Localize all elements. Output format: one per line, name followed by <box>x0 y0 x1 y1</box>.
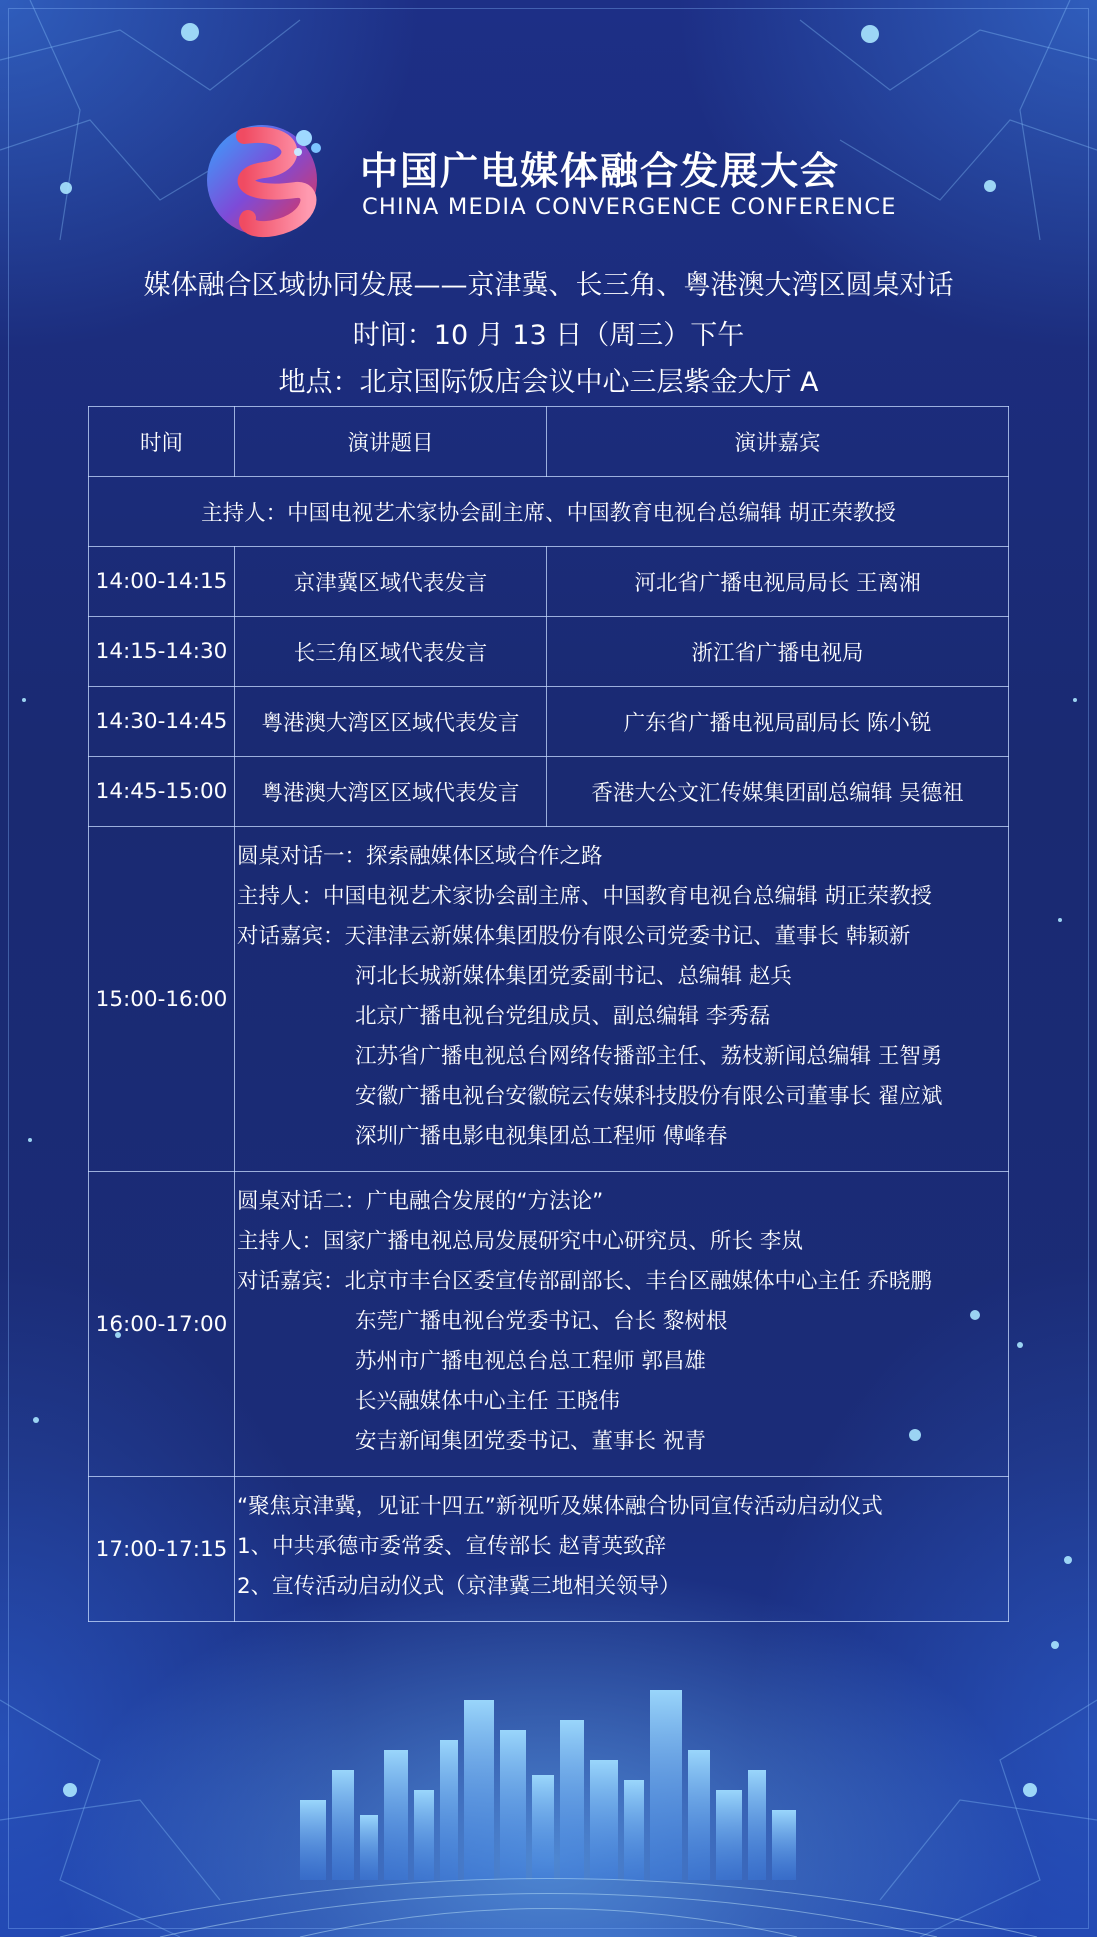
roundtable-1-guest-lead: 对话嘉宾：天津津云新媒体集团股份有限公司党委书记、董事长 韩颖新 <box>237 924 911 949</box>
row-speaker: 浙江省广播电视局 <box>547 617 1009 687</box>
roundtable-2-guest: 安吉新闻集团党委书记、董事长 祝青 <box>355 1429 706 1454</box>
session-venue: 地点：北京国际饭店会议中心三层紫金大厅 A <box>278 367 819 398</box>
host-cell: 主持人：中国电视艺术家协会副主席、中国教育电视台总编辑 胡正荣教授 <box>89 477 1009 547</box>
row-speaker: 香港大公文汇传媒集团副总编辑 吴德祖 <box>547 757 1009 827</box>
session-topic: 媒体融合区域协同发展——京津冀、长三角、粤港澳大湾区圆桌对话 <box>143 270 954 301</box>
roundtable-2-host: 主持人：国家广播电视总局发展研究中心研究员、所长 李岚 <box>237 1229 803 1254</box>
row-speaker: 河北省广播电视局局长 王离湘 <box>547 547 1009 617</box>
row-time: 14:45-15:00 <box>89 757 235 827</box>
row-topic: 粤港澳大湾区区域代表发言 <box>235 757 547 827</box>
roundtable-2-time: 16:00-17:00 <box>89 1172 235 1477</box>
row-topic: 粤港澳大湾区区域代表发言 <box>235 687 547 757</box>
roundtable-2-row <box>89 1172 1009 1477</box>
column-header-speaker: 演讲嘉宾 <box>547 407 1009 477</box>
roundtable-1-host: 主持人：中国电视艺术家协会副主席、中国教育电视台总编辑 胡正荣教授 <box>237 884 932 909</box>
row-topic: 京津冀区域代表发言 <box>235 547 547 617</box>
conference-title-en: CHINA MEDIA CONVERGENCE CONFERENCE <box>362 194 897 220</box>
roundtable-1-guest: 安徽广播电视台安徽皖云传媒科技股份有限公司董事长 翟应斌 <box>355 1084 943 1109</box>
city-skyline-graphic <box>0 1680 1097 1937</box>
ceremony-time: 17:00-17:15 <box>89 1477 235 1622</box>
table-row <box>89 547 1009 617</box>
roundtable-1-guest: 江苏省广播电视总台网络传播部主任、荔枝新闻总编辑 王智勇 <box>355 1044 943 1069</box>
table-row <box>89 687 1009 757</box>
row-time: 14:30-14:45 <box>89 687 235 757</box>
ceremony-item: 1、中共承德市委常委、宣传部长 赵青英致辞 <box>237 1534 667 1559</box>
table-row <box>89 757 1009 827</box>
roundtable-2-title: 圆桌对话二：广电融合发展的“方法论” <box>237 1189 604 1214</box>
row-time: 14:00-14:15 <box>89 547 235 617</box>
row-time: 14:15-14:30 <box>89 617 235 687</box>
conference-logo-icon <box>204 118 334 243</box>
roundtable-1-details <box>235 827 1009 1172</box>
roundtable-1-guest: 深圳广播电影电视集团总工程师 傅峰春 <box>355 1124 728 1149</box>
roundtable-2-guest: 长兴融媒体中心主任 王晓伟 <box>355 1389 620 1414</box>
session-time: 时间：10 月 13 日（周三）下午 <box>352 320 745 351</box>
table-header-row <box>89 407 1009 477</box>
roundtable-2-guest-lead: 对话嘉宾：北京市丰台区委宣传部副部长、丰台区融媒体中心主任 乔晓鹏 <box>237 1269 932 1294</box>
roundtable-1-time: 15:00-16:00 <box>89 827 235 1172</box>
ceremony-title: “聚焦京津冀，见证十四五”新视听及媒体融合协同宣传活动启动仪式 <box>237 1494 883 1519</box>
table-row <box>89 617 1009 687</box>
roundtable-1-guest: 北京广播电视台党组成员、副总编辑 李秀磊 <box>355 1004 771 1029</box>
host-row <box>89 477 1009 547</box>
ceremony-row <box>89 1477 1009 1622</box>
conference-title-cn: 中国广电媒体融合发展大会 <box>360 149 841 193</box>
column-header-topic: 演讲题目 <box>235 407 547 477</box>
roundtable-2-details <box>235 1172 1009 1477</box>
schedule-table <box>88 406 1009 1622</box>
ceremony-details <box>235 1477 1009 1622</box>
roundtable-1-row <box>89 827 1009 1172</box>
column-header-time: 时间 <box>89 407 235 477</box>
roundtable-2-guest: 苏州市广播电视总台总工程师 郭昌雄 <box>355 1349 706 1374</box>
ceremony-item: 2、宣传活动启动仪式（京津冀三地相关领导） <box>237 1574 681 1599</box>
roundtable-2-guest: 东莞广播电视台党委书记、台长 黎树根 <box>355 1309 728 1334</box>
roundtable-1-guest: 河北长城新媒体集团党委副书记、总编辑 赵兵 <box>355 964 792 989</box>
roundtable-1-title: 圆桌对话一：探索融媒体区域合作之路 <box>237 844 603 869</box>
row-speaker: 广东省广播电视局副局长 陈小锐 <box>547 687 1009 757</box>
row-topic: 长三角区域代表发言 <box>235 617 547 687</box>
